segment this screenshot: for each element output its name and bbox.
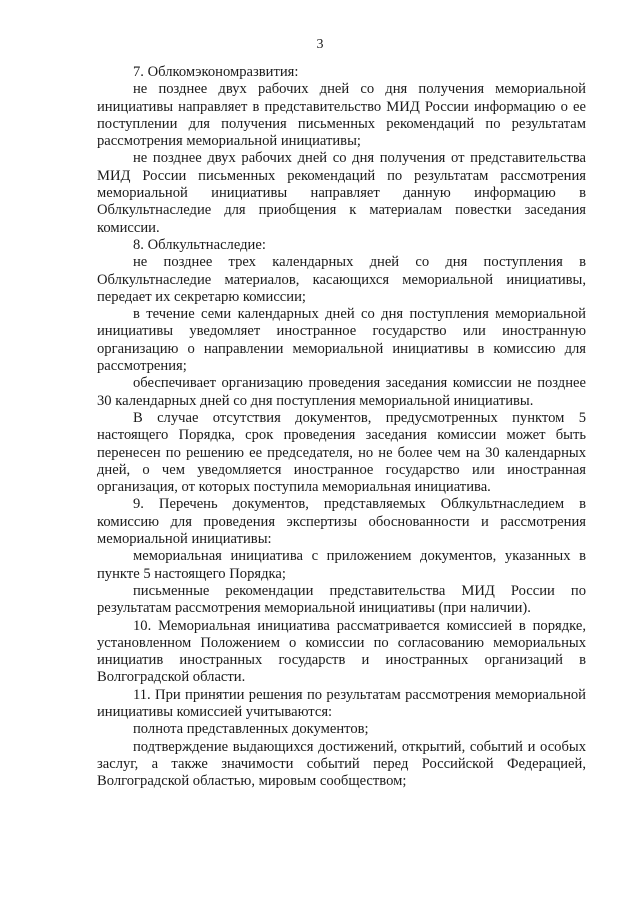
paragraph-11: 11. При принятии решения по результатам рассмотрения мемориальной инициативы комиссией учитываются: [97,686,586,720]
page-number: 3 [316,37,324,52]
paragraph-7-heading: 7. Облкомэкономразвития: [133,64,299,80]
paragraph-10: 10. Мемориальная инициатива рассматривается комиссией в порядке, установленном Положением о комиссии по согласованию мемориальных инициатив иностранных государств и иностранных организаций в Волгоградской области. [97,617,586,686]
paragraph: не позднее двух рабочих дней со дня получения мемориальной инициативы направляет в представительство МИД России информацию о ее поступлении для получения письменных рекомендаций по результатам рассмотрения мемориальной инициативы; [97,81,586,150]
document-body [97,64,586,790]
paragraph: полнота представленных документов; [133,721,369,738]
paragraph: мемориальная инициатива с приложением документов, указанных в пункте 5 настоящего Порядка; [97,548,586,582]
paragraph-8-heading: 8. Облкультнаследие: [133,236,266,253]
paragraph: не позднее двух рабочих дней со дня получения от представительства МИД России письменных рекомендаций по результатам рассмотрения мемориальной инициативы направляет данную информацию в Облкультнаследие для приобщения к материалам повестки заседания комиссии. [97,150,586,236]
paragraph: обеспечивает организацию проведения заседания комиссии не позднее 30 календарных дней со дня поступления мемориальной инициативы. [97,375,586,409]
paragraph: В случае отсутствия документов, предусмотренных пунктом 5 настоящего Порядка, срок проведения заседания комиссии может быть перенесен по решению ее председателя, но не более чем на 30 календарных дней, о чем уведомляется иностранное государство или иностранная организация, от которых поступила мемориальная инициатива. [97,409,586,496]
paragraph-9: 9. Перечень документов, представляемых Облкультнаследием в комиссию для проведения экспертизы обоснованности и рассмотрения мемориальной инициативы: [97,496,586,548]
paragraph: в течение семи календарных дней со дня поступления мемориальной инициативы уведомляет иностранное государство или иностранную организацию о направлении мемориальной инициативы в комиссию для рассмотрения; [97,306,586,375]
paragraph: не позднее трех календарных дней со дня поступления в Облкультнаследие материалов, касающихся мемориальной инициативы, передает их секретарю комиссии; [97,254,586,305]
paragraph: письменные рекомендации представительства МИД России по результатам рассмотрения мемориальной инициативы (при наличии). [97,582,586,617]
paragraph: подтверждение выдающихся достижений, открытий, событий и особых заслуг, а также значимости событий перед Российской Федерацией, Волгоградской областью, мировым сообществом; [97,738,586,790]
